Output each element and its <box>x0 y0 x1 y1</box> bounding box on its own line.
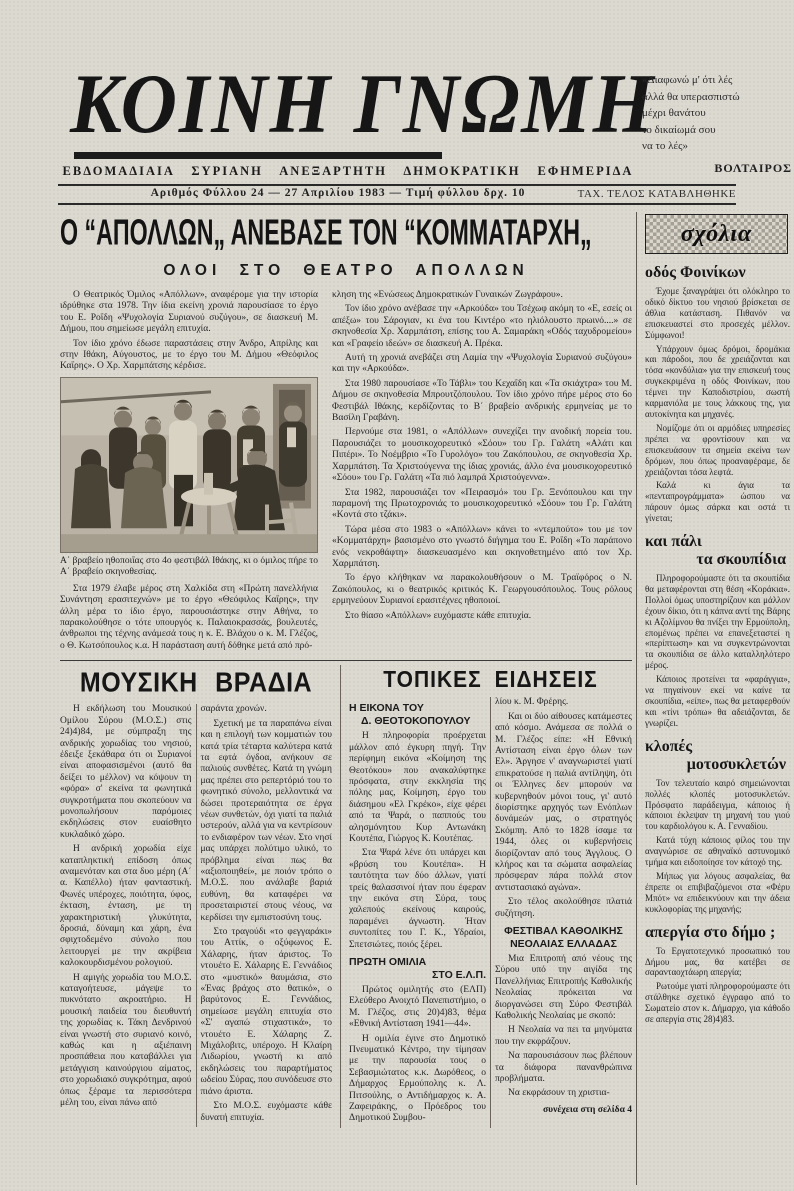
article-paragraph: Σχετική με τα παραπάνω είναι και η επιλογή των κομματιών του κατά τρία τέταρτα καλύτερα κατά τα εφτά όγδοα, ανήκουν σε παλιούς συνθέτες. Κατά τη γνώμη μας πρέπει στο ρεπερτόριό του το φωνητικό σύνολο, μελλοντικά να δώσει προτεραιότητα σε έργα νέων συνθετών, όχι γιατί τα παλιά υστερούν, αλλά για να κεντρίσουν το ενδιαφέρον των νέων. Στο νησί μας υπάρχει πολύτιμο υλικό, το πρόβλημα είναι πως θα «αξιοποιηθεί», με ποιόν τρόπο ο Μ.Ο.Σ. που ανάλαβε βαριά ευθύνη, θα καταφέρει να προσεταιριστεί στους νέους, να κερδίσει την εμπιστοσύνη τους. <box>200 718 332 923</box>
sidebar-paragraph: Τον τελευταίο καιρό σημειώνονται πολλές κλοπές μοτοσυκλετών. Πρόσφατο παράδειγμα, κάποιος ή κάποιοι έκλεψαν τη μηχανή του γιού του καρδιολόγου κ. Α. Γενναδίου. <box>645 777 790 832</box>
article-column-left <box>60 290 318 655</box>
music-evening-section <box>60 665 336 1128</box>
article-paragraph: Στο τραγούδι «το φεγγαράκι» του Αττίκ, ο οξύφωνος Ε. Χάλαρης, ήταν άριστος. Το ντουέτο Ε. Χάλαρης Ε. Γεννάδιος στο «μυστικό» θαυμάσια, στο «Ένας βράχος στο θατικό», ο βαρύτονος Ε. Γεννάδιος, σημείωσε μεγάλη επιτυχία στο «Σ' αγαπώ στιχαστικά», το ντουέτο Ε. Χάλαρης Ζ. Μιχάλοβιτς, υπέροχο. Η Κλαίρη Λιδωρίου, γνωστή κι από εκδηλώσεις του παραρτήματος ωδείου Σύρας, που συνόδευσε στο πιάνο άριστα. <box>200 927 332 1097</box>
masthead-rule <box>74 152 442 159</box>
column-divider <box>490 697 491 1128</box>
sidebar-paragraph: Πληροφορούμαστε ότι τα σκουπίδια θα μεταφέρονται στη θέση «Κοράκια». Πολλοί όμως υποστηρίζουν και μάλλον έχουν δίκιο, ότι η κάπνα αντί της Βάρης κι Αζολίμνου θα πνίξει την Ερμούπολη, επομένως πρέπει να επανεξεταστεί η «περίπτωση» και να συγκεντρώνονται τα σκουπίδια σε άλλο καταλληλότερο μέρος. <box>645 573 790 671</box>
article-paragraph: Ο Θεατρικός Όμιλος «Απόλλων», αναφέρομε για την ιστορία ιδρύθηκε στα 1978. Την ίδια εκείνη χρονιά παρουσίασε το έργο του Ε. Ροΐδη «Ψυχολογία Συριανού συζύγου», σε διασκευή Μ. Δήμου, που σημείωσε μεγάλη επιτυχία. <box>60 290 318 335</box>
article-paragraph: κληση της «Ενώσεως Δημοκρατικών Γυναικών Ζωγράφου». <box>332 290 563 300</box>
article-paragraph: Στα Ψαρά λένε ότι υπάρχει και «βρύση του Κουτέπα». Η ταυτότητα των δύο άλλων, γιατί τρείς θαλασσινοί ήταν που έφεραν την εικόνα στη Σύρα, τους χαλεπούς εκείνους καιρούς, παραμένει άγνωστη. Ήταν συντοπίτες του Γ. Κ., Υδραίοι, Σπετσιώτες, ποιός ξέρει. <box>349 848 486 950</box>
newspaper-title: ΚΟΙΝΗ ΓΝΩΜΗ <box>70 56 656 151</box>
voltaire-quote <box>642 72 792 176</box>
local-news-columns <box>349 697 632 1128</box>
article-paragraph: Στα 1979 έλαβε μέρος στη Χαλκίδα στη «Πρώτη πανελλήνια Συνάντηση ερασιτεχνών» με το έργο «Θεόφιλος Καΐρης», την άλλη μέρα το ίδιο έργο, παρουσιάστηκε στην Αθήνα, το παρακολούθησε ο τότε υπουργός κ. Παλαιοκρασσάς, βουλευτές, άνθρωποι της τέχνης ανάμεσά τους η κ. Ε. Βλάχου ο κ. Μ. Γλέζος, ο Θ. Κωτσόπουλος κ.α. Η παράσταση αυτή δόθηκε μετά από πρό- <box>60 583 318 651</box>
article-paragraph: λίου κ. Μ. Φρέρης. <box>495 697 569 708</box>
heading-line: τα σκουπίδια <box>696 551 786 569</box>
article-paragraph: Η ανδρική χορωδία είχε καταπληκτική επίδοση όπως αναμενόταν και στα δυο μέρη (Α΄ α. Καπέλλο) ήταν φανταστική. Φωνές υπέροχες, ποιότητα, ύφος, έκταση, ένταση, με τη χαρακτηριστική γλυκύτητα, δροσιά, δύναμη και χάρη, ένα σφιχτοδεμένο σύνολο που λειτουργεί με την ακρίβεια καλοκουρδισμένου ρολογιού. <box>60 844 192 969</box>
bottom-sections <box>60 665 632 1128</box>
article-paragraph: σαράντα χρονών. <box>200 704 267 715</box>
article-paragraph: Αυτή τη χρονιά ανεβάζει στη Λαμία την «Ψυχολογία Συριανού συζύγου» και την «Αρκούδα». <box>332 353 632 375</box>
article-paragraph: Τώρα μέσα στο 1983 ο «Απόλλων» κάνει το «ντεμπούτο» του με τον «Κομματάρχη» βασισμένο στο γνωστό διήγημα του Ε. Ροΐδη «Το παράπονο ενός νεκροθάφτη» διασκευασμένο και σκηνοθετημένο από τον Χρ. Χαρμπάτση. <box>332 524 632 569</box>
subhead-line: Η ΕΙΚΟΝΑ ΤΟΥ <box>349 702 424 715</box>
article-paragraph: Στα 1982, παρουσιάζει τον «Πειρασμό» του Γρ. Ξενόπουλου και την παραμονή της Πρωτοχρονιάς το μουσικοχορευτικό «Σόου» του Γρ. Γαλάτη «Κοντά στο τζάκι». <box>332 487 632 521</box>
sidebar-section-garbage <box>645 533 790 729</box>
article-columns <box>60 290 632 655</box>
article-paragraph: Η Νεολαία να πει τα μηνύματα που την εκφράζουν. <box>495 1025 632 1047</box>
article-paragraph: Στο θίασο «Απόλλων» ευχόμαστε κάθε επιτυχία. <box>345 610 532 621</box>
issue-line: Αριθμός Φύλλου 24 — 27 Απριλίου 1983 — Τιμή φύλλου δρχ. 10 <box>150 187 526 199</box>
article-paragraph: Η εκδήλωση του Μουσικού Ομίλου Σύρου (Μ.Ο.Σ.) στις 24)4)84, με σύμπραξη της ανδρικής χορωδίας του νησιού, έδειξε ξεκάθαρα ότι οι Συριανοί είναι αποφασισμένοι (αυτό θα δείξει το μέλλον) να κόψουν τη «φόρα» σ' εκείνα τα φωνητικά συγκροτήματα που σκοπεύουν να μονοπωλήσουν παρόμοιες εκδηλώσεις στον ευαίσθητο κυκλαδικό χώρο. <box>60 704 192 840</box>
subhead-line: ΣΤΟ Ε.Λ.Π. <box>432 969 486 981</box>
sidebar-paragraph: Καλά κι άγια τα «πενταπρογράμματα» ώσπου να πάρουν όμως σάρκα και οστά τι γίνεται; <box>645 480 790 524</box>
continuation-note: συνέχεια στη σελίδα 4 <box>543 1104 632 1115</box>
section-divider <box>60 660 632 661</box>
quote-line: το δικαίωμά σου <box>642 123 716 136</box>
commentary-sidebar <box>645 214 790 1186</box>
article-paragraph: Μια Επιτροπή από νέους της Σύρου υπό την αιγίδα της Πανελλήνιας Επιτροπής Καθολικής Νεολαίας πρόκειται να διοργανώσει στη Σύρο Φεστιβάλ Καθολικής Νεολαίας με σκοπό: <box>495 954 632 1022</box>
article-column-right <box>332 290 632 655</box>
article-paragraph: Στο τέλος ακολούθησε πλατιά συζήτηση. <box>495 897 632 919</box>
local-news-column-right <box>495 697 632 1128</box>
quote-line: μέχρι θανάτου <box>642 107 706 119</box>
main-subhead: ΟΛΟΙ ΣΤΟ ΘΕΑΤΡΟ ΑΠΟΛΛΩΝ <box>163 262 529 279</box>
article-paragraph: Πρώτος ομιλητής στο (ΕΛΠ) Ελεύθερο Ανοιχτό Πανεπιστήμιο, ο Μ. Γλέζος, στις 20)4)83, θέμα «Εθνική Αντίσταση 1941—44». <box>349 985 486 1030</box>
music-columns <box>60 704 332 1127</box>
scholia-box <box>645 214 788 254</box>
sidebar-paragraph: Υπάρχουν όμως δρόμοι, δρομάκια και πάροδοι, που δε χρειάζονται και τόσα «κονδύλια» για την επισκευή τους συγκεκριμένα η οδός Φοινίκων, που τέμνει την Καποδιστρίου, σωστή καρμανιόλα με τους λάκκους της, για αυτοκίνητα και μηχανές. <box>645 343 790 419</box>
news-item-subhead <box>495 925 632 951</box>
photo-caption: Α΄ βραβείο ηθοποιΐας στο 4ο φεστιβάλ Ιθάκης, κι ο όμιλος πήρε το Α΄ βραβείο σκηνοθεσίας. <box>60 555 318 578</box>
subhead-line: Δ. ΘΕΟΤΟΚΟΠΟΥΛΟΥ <box>361 715 471 728</box>
local-news-title: ΤΟΠΙΚΕΣ ΕΙΔΗΣΕΙΣ <box>383 667 598 694</box>
heading-line: οδός Φοινίκων <box>645 264 746 281</box>
subhead-line: ΠΡΩΤΗ ΟΜΙΛΙΑ <box>349 956 427 968</box>
main-headline: Ο “ΑΠΟΛΛΩΝ„ ΑΝΕΒΑΣΕ ΤΟΝ “ΚΟΜΜΑΤΑΡΧΗ„ <box>60 212 592 253</box>
article-paragraph: Η πληροφορία προέρχεται μάλλον από έγκυρη πηγή. Την περίφημη εικόνα «Κοίμηση της Θεοτόκου» που ανακαλύφτηκε πρόσφατα, στην εκκλησία της πόλης μας, Κοίμηση, έργο του διάσημου «Ελ Γκρέκο», είχε φέρει από τα Ψαρά, ο παππούς του αλησμόνητου Κυρ Αντωνάκη Κουτέπα, Γιώργος Κ. Κουτέπας. <box>349 731 486 844</box>
sidebar-paragraph: Ρωτούμε γιατί πληροφορούμαστε ότι στάλθηκε σχετικό έγγραφο από το Σωματείο στον κ. Δήμαρχο, για κάθοδο σε απεργία στις 28)4)83. <box>645 981 790 1025</box>
sidebar-section-heading <box>645 264 790 282</box>
newspaper-subtitle: ΕΒΔΟΜΑΔΙΑΙΑ ΣΥΡΙΑΝΗ ΑΝΕΞΑΡΤΗΤΗ ΔΗΜΟΚΡΑΤΙΚΗ ΕΦΗΜΕΡΙΔΑ <box>62 164 634 178</box>
quote-attribution: ΒΟΛΤΑΙΡΟΣ <box>714 160 792 175</box>
main-content <box>60 212 632 1187</box>
article-paragraph: Να παρουσιάσουν πως βλέπουν τα διάφορα πανανθρώπινα προβλήματα. <box>495 1051 632 1085</box>
sidebar-paragraph: Νομίζομε ότι οι αρμόδιες υπηρεσίες πρέπει να φροντίσουν και να επισκευάσουν τα σημεία εκείνα των δρόμων, που όπως προαναφέραμε, δε χρειάζονται τόσα λεφτά. <box>645 422 790 477</box>
heading-line: και πάλι <box>645 533 702 551</box>
article-paragraph: Περνούμε στα 1981, ο «Απόλλων» συνεχίζει την ανοδική πορεία του. Παρουσιάζει το μουσικοχορευτικό «Σόου» του Γρ. Γαλάτη «Αλάτι και Πιπέρι». Το Νοέμβριο «Το Γυρολόγο» του Ζακόπουλου, σε σκηνοθεσία Χρ. Χαρμπάτση. Τα Χριστούγεννα της ίδιας χρονιάς, άλλο ένα μουσικοχορευτικό «Σόου» του Γρ. Γαλάτη «Τα πιό λαμπρά Χριστούγεννα». <box>332 427 632 484</box>
subhead-line: ΝΕΟΛΑΙΑΣ ΕΛΛΑΔΑΣ <box>510 938 617 950</box>
local-news-column-left <box>349 697 486 1128</box>
quote-line: αλλά θα υπερασπιστώ <box>642 90 740 103</box>
music-column-right <box>201 704 333 1127</box>
theater-group-photo-art <box>61 378 317 552</box>
sidebar-section-heading <box>645 738 790 774</box>
column-divider <box>340 665 341 1128</box>
horizontal-rule <box>58 203 736 205</box>
sidebar-section-municipality-strike <box>645 924 790 1025</box>
article-paragraph: Το έργο κλήθηκαν να παρακολουθήσουν ο Μ. Τραϊφόρος ο Ν. Ζακόπουλος, κι ο θεατρικός κριτικός Κ. Γεωργουσόπουλος. Τους ρόλους ερμηνεύουν Συριανοί ερασιτέχνες ηθοποιοί. <box>332 573 632 607</box>
article-paragraph: Η ομιλία έγινε στο Δημοτικό Πνευματικό Κέντρο, την τίμησαν με την παρουσία τους ο Σεβασμιώτατος κ.κ. Δωρόθεος, ο Δήμαρχος Ερμούπολης κ. Λ. Πιτσούλης, ο Αντιδήμαρχος κ. Α. Ζαφειράκης, ο Πρόεδρος του Δημοτικού Συμβου- <box>349 1033 486 1124</box>
music-section-title: ΜΟΥΣΙΚΗ ΒΡΑΔΙΑ <box>79 667 313 699</box>
article-paragraph: Στο Μ.Ο.Σ. ευχόμαστε κάθε δυνατή επιτυχία. <box>200 1101 332 1123</box>
scholia-label: σχόλια <box>680 220 753 247</box>
heading-line: απεργία στο δήμο ; <box>645 923 776 941</box>
masthead-subtitle-row <box>60 164 636 179</box>
postal-note: ΤΑΧ. ΤΕΛΟΣ ΚΑΤΑΒΛΗΘΗΚΕ <box>577 188 736 200</box>
sidebar-section-heading <box>645 924 790 942</box>
local-news-section <box>345 665 632 1128</box>
article-paragraph: Στα 1980 παρουσίασε «Το Τάβλι» του Κεχαΐδη και «Τα σκιάχτρα» του Μ. Δήμου σε σκηνοθεσία Μπρουτζόπουλου. Τον ίδιο χρόνο πήρε μέρος στο 6ο Φεστιβάλ Ιθάκης, κερδίζοντας το Β΄ βραβείο ανδρικής ερμηνείας με το Βασίλη Γραβάνη. <box>332 378 632 424</box>
news-item-subhead <box>349 956 486 982</box>
article-paragraph: Να εκφράσουν τη χριστια- <box>508 1088 610 1099</box>
sidebar-paragraph: Κατά τύχη κάποιος φίλος του την αναγνώρισε σε αθηναϊκό αστυνομικό τμήμα και ειδοποίησε τον κάτοχό της. <box>645 835 790 868</box>
subhead-line: ΦΕΣΤΙΒΑΛ ΚΑΘΟΛΙΚΗΣ <box>504 925 623 937</box>
sidebar-paragraph: Το Εργατοτεχνικό προσωπικό του Δήμου μας, θα κατέβει σε σαρανταοχτάωρη απεργία; <box>645 945 790 978</box>
music-column-left <box>60 704 192 1127</box>
heading-line: κλοπές <box>645 737 693 755</box>
heading-line: μοτοσυκλετών <box>686 755 786 773</box>
sidebar-section-motorcycle-thefts <box>645 738 790 915</box>
article-paragraph: Και οι δύο αίθουσες κατάμεστες από κόσμο. Ανάμεσα σε πολλά ο Μ. Γλέζος είπε: «Η Εθνική Αντίσταση είναι έργο όλων των Ελ». Άργησε ν' αναγνωριστεί γιατί επικρατούσε η παλιά αντίληψη, ότι οι Έλληνες δεν μπορούν να κυβερνηθούν μόνοι τους, γι' αυτό διορίστηκε αρχηγός των Ενόπλων δυνάμεών μας, ο στρατηγός Σκόμπη. Από το 1828 ίσαμε τα 1944, όλες οι κυβερνήσεις διορίζονταν από τους Άγγλους. Ο κλήρος και τα σώματα ασφαλείας πρόσφεραν πάρα πολλά στον αντιστασιακό αγώνα». <box>495 711 632 893</box>
sidebar-section-phoenix-street <box>645 264 790 524</box>
sidebar-paragraph: Μήπως για λόγους ασφαλείας, θα έπρεπε οι επιβιβαζόμενοι στα «Φέρυ Μπότ» να επιδεικνύουν και την άδεια κυκλοφορίας της μηχανής; <box>645 870 790 914</box>
theater-group-photo <box>60 377 318 553</box>
article-paragraph: Τον ίδιο χρόνο ανέβασε την «Αρκούδα» του Τσέχωφ ακόμη το «Ε, εσείς οι απέξω» του Σάρογιαν, κι ένα του Κιντέρο «το ηλιόλουστο πρωινό....» σε σκηνοθεσία Χρ. Χαρμπάτση, επίσης του Α. Σαμαράκη «Οδός ταχυδρομείου» και «Γραφείο ιδεών» σε διασκευή Α. Πρέκα. <box>332 304 632 349</box>
sidebar-paragraph: Έχομε ξαναγράψει ότι ολόκληρο το οδικό δίκτυο του νησιού βρίσκεται σε άθλια κατάσταση. Πιθανόν να επισκευαστεί στο προσεχές μέλλον. Σύμφωνοι! <box>645 286 790 340</box>
sidebar-paragraph: Κάποιος προτείνει τα «φαράγγια», να πηγαίνουν εκεί να καίνε τα σκουπίδια, «είπε», πως θα μεταφερθούν και «τίνι τρόπω» θα αδειάζονται, δε γνωρίζει. <box>645 674 790 728</box>
quote-line: «Διαφωνώ μ' ότι λές <box>642 74 733 86</box>
issue-row <box>58 186 736 202</box>
news-item-subhead <box>349 702 486 728</box>
column-divider <box>196 704 197 1127</box>
quote-line: να το λές» <box>642 140 688 152</box>
sidebar-section-heading <box>645 533 790 569</box>
article-paragraph: Τον ίδιο χρόνο έδωσε παραστάσεις στην Άνδρο, Απρίλης και στην Ιθάκη, Αύγουστος, με το έργο του Μ. Δήμου «Θεόφιλος Καΐρης». Ο Χρ. Χαρμπάτσης κέρδισε. <box>60 338 318 372</box>
article-paragraph: Η αμιγής χορωδία του Μ.Ο.Σ. καταγοήτευσε, μάγεψε το πυκνότατο ακροατήριο. Η μουσική παιδεία του διευθυντή της χορωδίας κ. Τάκη Δενδρινού είναι γνωστή στο συριανό κοινό, καθώς και η αξιέπαινη προσπάθεια που καταβάλλει για μετάγγιση καινούργιου αίματος, στο χορωδιακό συγκρότημα, αφού όπως ξέραμε τα περισσότερα μέλη του, είναι πάνω από <box>60 972 192 1109</box>
column-divider <box>636 212 637 1185</box>
